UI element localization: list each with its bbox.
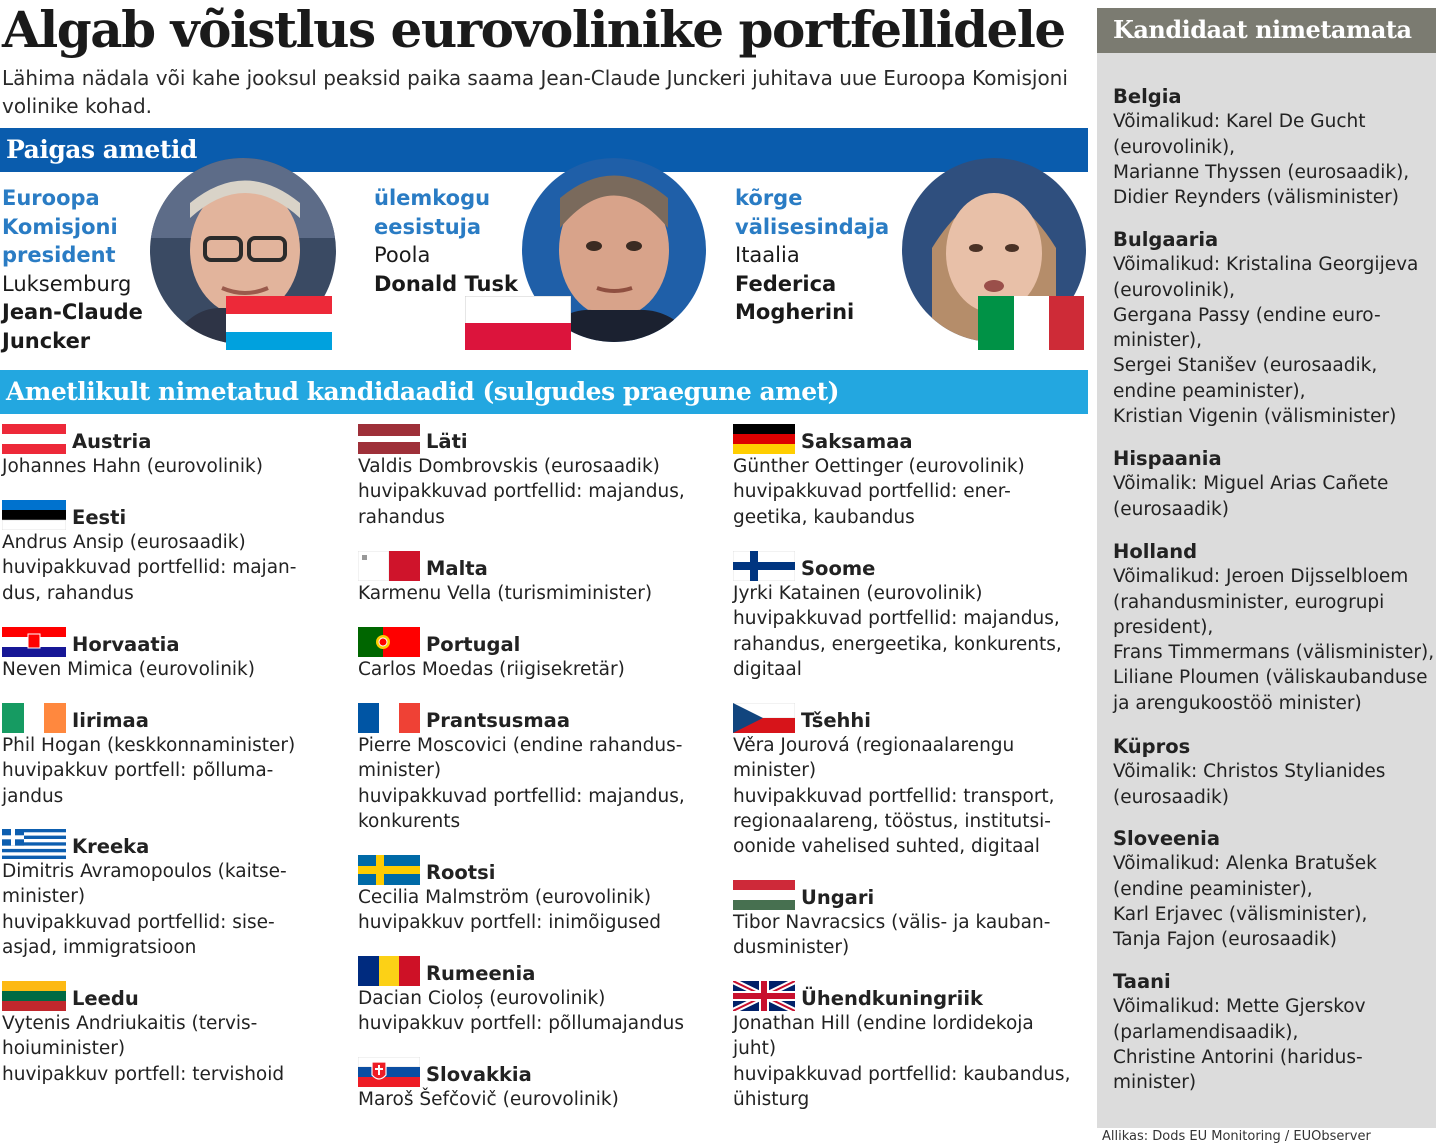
- candidate-line: Vytenis Andriukaitis (tervis-: [2, 1013, 258, 1034]
- sidebar-section-holland: [1113, 539, 1438, 716]
- candidate-iirimaa: [2, 703, 295, 809]
- finland-flag: [733, 551, 795, 581]
- country-name: Austria: [72, 429, 152, 453]
- sidebar-line: minister),: [1113, 330, 1203, 352]
- appointed-person-mogherini: [735, 184, 889, 327]
- candidate-line: Jyrki Katainen (eurovolinik): [733, 583, 983, 604]
- candidate-line: huvipakkuvad portfellid: majandus,: [358, 481, 685, 503]
- candidate-line: huvipakkuv portfell: põlluma-: [2, 760, 274, 782]
- sidebar-line: Didier Reynders (välisminister): [1113, 187, 1400, 209]
- candidate-line: Dacian Cioloș (eurovolinik): [358, 988, 606, 1009]
- country-name: Saksamaa: [801, 429, 913, 453]
- country-name: Rootsi: [426, 860, 496, 884]
- candidate-line: Karmenu Vella (turismiminister): [358, 583, 653, 604]
- sidebar-line: Sergei Stanišev (eurosaadik,: [1113, 355, 1378, 377]
- role-line: Euroopa: [2, 186, 100, 210]
- candidate-line: Phil Hogan (keskkonnaminister): [2, 735, 296, 756]
- candidate-line: Pierre Moscovici (endine rahandus-: [358, 735, 683, 756]
- country-name: Rumeenia: [426, 961, 536, 985]
- sweden-flag: [358, 855, 420, 885]
- sidebar-line: Võimalikud: Mette Gjerskov: [1113, 996, 1366, 1018]
- candidate-line: huvipakkuvad portfellid: majan-: [2, 557, 297, 579]
- luxembourg-flag: [226, 296, 332, 350]
- candidate-line: geetika, kaubandus: [733, 506, 915, 528]
- sidebar-country: Bulgaaria: [1113, 228, 1219, 251]
- croatia-flag: [2, 627, 66, 657]
- candidate-malta: [358, 551, 652, 606]
- country-name: Malta: [426, 556, 488, 580]
- candidate-line: minister): [358, 760, 442, 782]
- sidebar-line: president),: [1113, 616, 1214, 638]
- country-name: Slovakkia: [426, 1062, 532, 1086]
- country-name: Ungari: [801, 885, 875, 909]
- candidate-line: Carlos Moedas (riigisekretär): [358, 659, 625, 680]
- latvia-flag: [358, 424, 420, 454]
- austria-flag: [2, 424, 66, 454]
- sidebar-line: Võimalikud: Karel De Gucht: [1113, 111, 1366, 133]
- candidate-line: huvipakkuv portfell: põllumajandus: [358, 1013, 684, 1035]
- sidebar-country: Taani: [1113, 970, 1171, 993]
- appointed-section-bar: Paigas ametid: [0, 128, 1088, 172]
- candidate-line: dusminister): [733, 937, 850, 959]
- candidate-line: Jonathan Hill (endine lordidekoja: [733, 1013, 1034, 1034]
- sidebar-line: (eurovolinik),: [1113, 136, 1236, 158]
- candidate-rootsi: [358, 855, 661, 936]
- country-name: Eesti: [72, 505, 127, 529]
- sidebar-line: Tanja Fajon (eurosaadik): [1113, 929, 1337, 951]
- candidate-line: huvipakkuvad portfellid: ener-: [733, 481, 1011, 503]
- candidate-line: huvipakkuvad portfellid: kaubandus,: [733, 1063, 1071, 1085]
- sidebar-line: (eurosaadik): [1113, 786, 1229, 808]
- role-line: ülemkogu: [374, 186, 491, 210]
- appointed-person-tusk: [374, 184, 518, 298]
- country-name: Leedu: [72, 986, 139, 1010]
- sidebar-line: Liliane Ploumen (väliskaubanduse: [1113, 667, 1428, 689]
- greece-flag: [2, 829, 66, 859]
- sidebar-title: Kandidaat nimetamata: [1097, 8, 1436, 53]
- candidate-rumeenia: [358, 956, 684, 1037]
- sidebar-line: Kristian Vigenin (välisminister): [1113, 406, 1397, 428]
- candidate-line: konkurents: [358, 810, 461, 832]
- czech-flag: [733, 703, 795, 733]
- candidate-line: huvipakkuv portfell: tervishoid: [2, 1063, 285, 1085]
- candidate-line: huvipakkuvad portfellid: sise-: [2, 911, 275, 933]
- candidates-section-bar: Ametlikult nimetatud kandidaadid (sulgudes praegune amet): [0, 370, 1088, 414]
- candidate-line: oonide vahelised suhted, digitaal: [733, 836, 1040, 858]
- candidate-line: Dimitris Avramopoulos (kaitse-: [2, 861, 287, 882]
- candidate-line: asjad, immigratsioon: [2, 936, 197, 958]
- sidebar-line: Karl Erjavec (välisminister),: [1113, 903, 1368, 925]
- malta-flag: [358, 551, 420, 581]
- candidate-line: rahandus, energeetika, konkurents,: [733, 633, 1062, 655]
- person-name: Jean-Claude: [2, 300, 143, 324]
- sidebar-line: Võimalik: Miguel Arias Cañete: [1113, 473, 1389, 495]
- country-name: Soome: [801, 556, 876, 580]
- candidate-line: ühisturg: [733, 1088, 810, 1110]
- sidebar-section-kupros: [1113, 734, 1438, 810]
- candidate-line: huvipakkuvad portfellid: transport,: [733, 785, 1055, 807]
- country-name: Läti: [426, 429, 468, 453]
- person-name: Mogherini: [735, 300, 855, 324]
- sidebar-line: Võimalik: Christos Stylianides: [1113, 761, 1386, 783]
- role-line: eesistuja: [374, 214, 482, 239]
- candidate-line: Tibor Navracsics (välis- ja kauban-: [733, 912, 1051, 933]
- role-line: president: [2, 243, 116, 267]
- portugal-flag: [358, 627, 420, 657]
- sidebar-line: Gergana Passy (endine euro-: [1113, 304, 1381, 326]
- france-flag: [358, 703, 420, 733]
- candidate-eesti: [2, 500, 296, 606]
- estonia-flag: [2, 500, 66, 530]
- candidate-leedu: [2, 981, 284, 1087]
- candidate-line: huvipakkuv portfell: inimõigused: [358, 912, 661, 934]
- candidate-line: hoiuminister): [2, 1038, 126, 1060]
- candidate-line: Valdis Dombrovskis (eurosaadik): [358, 456, 660, 477]
- italy-flag: [978, 296, 1084, 350]
- candidate-kreeka: [2, 829, 287, 960]
- sidebar-section-hispaania: [1113, 446, 1438, 522]
- slovakia-flag: [358, 1057, 420, 1087]
- uk-flag: [733, 981, 795, 1011]
- sidebar-line: (eurovolinik),: [1113, 279, 1236, 301]
- person-name: Donald Tusk: [374, 271, 518, 296]
- candidate-uhendkuningriik: [733, 981, 1070, 1112]
- sidebar-line: (endine peaminister),: [1113, 878, 1313, 900]
- candidate-line: minister): [733, 760, 817, 782]
- country-name: Ühendkuningriik: [801, 986, 983, 1010]
- country-name: Kreeka: [72, 834, 150, 858]
- source-credit: Allikas: Dods EU Monitoring / EUObserver: [1102, 1129, 1371, 1144]
- sidebar-country: Küpros: [1113, 735, 1191, 758]
- ireland-flag: [2, 703, 66, 733]
- sidebar-section-taani: [1113, 969, 1438, 1095]
- romania-flag: [358, 956, 420, 986]
- sidebar-line: ja arengukoostöö minister): [1113, 692, 1362, 714]
- candidate-line: Věra Jourová (regionaalarengu: [733, 735, 1015, 756]
- sidebar-country: Belgia: [1113, 85, 1182, 108]
- country-name: Prantsusmaa: [426, 708, 571, 732]
- role-line: kõrge: [735, 186, 803, 210]
- sidebar-section-belgia: [1113, 84, 1438, 210]
- role-line: Komisjoni: [2, 214, 118, 239]
- candidate-portugal: [358, 627, 625, 682]
- country-name: Portugal: [426, 632, 521, 656]
- poland-flag: [465, 296, 571, 350]
- sidebar-section-sloveenia: [1113, 826, 1438, 952]
- sidebar-line: minister): [1113, 1072, 1197, 1094]
- candidate-tsehhi: [733, 703, 1055, 859]
- appointed-person-juncker: [2, 184, 143, 355]
- sidebar-line: Frans Timmermans (välisminister),: [1113, 642, 1435, 664]
- candidate-line: minister): [2, 886, 86, 908]
- candidate-slovakkia: [358, 1057, 619, 1112]
- person-country: Poola: [374, 243, 431, 267]
- sidebar-line: (eurosaadik): [1113, 498, 1229, 520]
- candidate-line: Andrus Ansip (eurosaadik): [2, 532, 246, 553]
- candidate-line: rahandus: [358, 506, 445, 528]
- candidate-lati: [358, 424, 685, 530]
- candidate-line: dus, rahandus: [2, 582, 134, 604]
- candidate-saksamaa: [733, 424, 1025, 530]
- sidebar-country: Sloveenia: [1113, 827, 1221, 850]
- page-title: Algab võistlus eurovolinike portfellidele: [2, 0, 1065, 59]
- candidate-prantsusmaa: [358, 703, 685, 834]
- person-country: Itaalia: [735, 243, 800, 267]
- candidate-line: digitaal: [733, 658, 802, 680]
- candidate-horvaatia: [2, 627, 255, 682]
- candidate-line: Cecilia Malmström (eurovolinik): [358, 887, 652, 908]
- hungary-flag: [733, 880, 795, 910]
- country-name: Iirimaa: [72, 708, 149, 732]
- sidebar-line: Marianne Thyssen (eurosaadik),: [1113, 161, 1410, 183]
- page-subtitle: Lähima nädala või kahe jooksul peaksid paika saama Jean-Claude Junckeri juhitava uue Euroopa Komisjoni volinike kohad.: [2, 66, 1068, 118]
- sidebar-line: Christine Antorini (haridus-: [1113, 1046, 1363, 1068]
- candidate-line: Maroš Šefčovič (eurovolinik): [358, 1089, 619, 1110]
- sidebar-country: Hispaania: [1113, 447, 1222, 470]
- sidebar-line: (rahandusminister, eurogrupi: [1113, 591, 1385, 613]
- candidate-ungari: [733, 880, 1050, 961]
- candidate-line: regionaalareng, tööstus, institutsi-: [733, 810, 1051, 832]
- germany-flag: [733, 424, 795, 454]
- country-name: Horvaatia: [72, 632, 180, 656]
- candidate-line: Neven Mimica (eurovolinik): [2, 659, 255, 680]
- candidate-soome: [733, 551, 1062, 682]
- person-name: Federica: [735, 271, 837, 296]
- lithuania-flag: [2, 981, 66, 1011]
- country-name: Tšehhi: [801, 708, 871, 732]
- sidebar-line: (parlamendisaadik),: [1113, 1021, 1299, 1043]
- candidate-line: Günther Oettinger (eurovolinik): [733, 456, 1025, 477]
- candidate-line: jandus: [2, 785, 64, 807]
- sidebar-section-bulgaaria: [1113, 227, 1438, 429]
- sidebar-line: Võimalikud: Kristalina Georgijeva: [1113, 254, 1419, 276]
- sidebar-line: Võimalikud: Jeroen Dijsselbloem: [1113, 566, 1409, 588]
- sidebar-line: Võimalikud: Alenka Bratušek: [1113, 853, 1377, 875]
- candidate-line: huvipakkuvad portfellid: majandus,: [358, 785, 685, 807]
- unnamed-candidates-sidebar: [1097, 8, 1436, 1128]
- candidate-austria: [2, 424, 263, 479]
- candidate-line: Johannes Hahn (eurovolinik): [2, 456, 263, 477]
- person-country: Luksemburg: [2, 271, 132, 296]
- role-line: välisesindaja: [735, 214, 890, 239]
- sidebar-line: endine peaminister),: [1113, 380, 1306, 402]
- person-name: Juncker: [2, 328, 91, 353]
- sidebar-country: Holland: [1113, 540, 1198, 563]
- candidate-line: juht): [733, 1038, 777, 1060]
- candidate-line: huvipakkuvad portfellid: majandus,: [733, 608, 1060, 630]
